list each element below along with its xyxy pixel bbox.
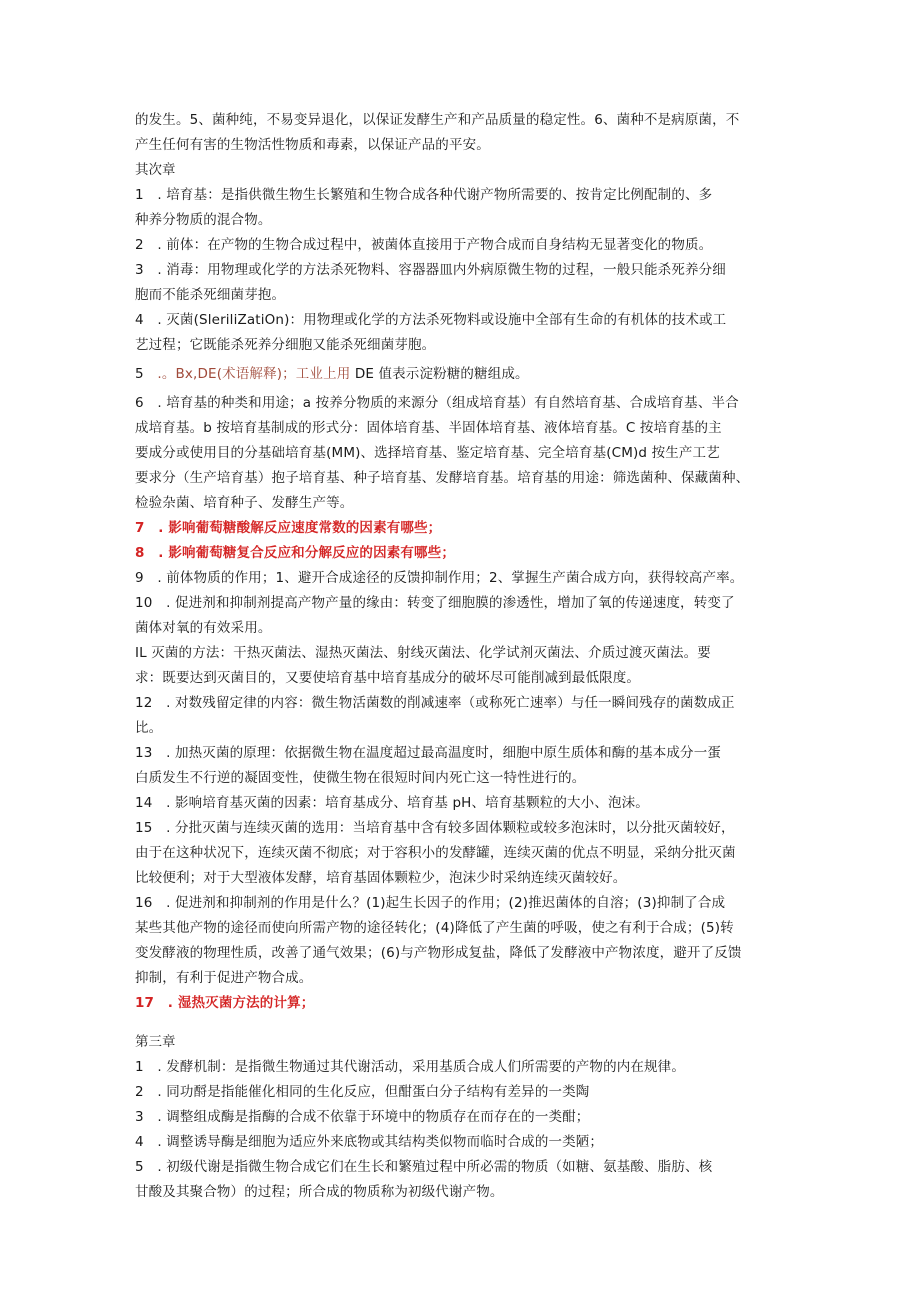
text-line: 5 . 初级代谢是指微生物合成它们在生长和繁殖过程中所必需的物质（如糖、氨基酸、脂肪、核 <box>135 1159 713 1175</box>
item-8-highlight: 8 . 影响葡萄糖复合反应和分解反应的因素有哪些； <box>135 545 455 561</box>
text-line: 甘酸及其聚合物）的过程；所合成的物质称为初级代谢产物。 <box>135 1184 504 1200</box>
item-6 <box>135 391 795 516</box>
item-2 <box>135 233 795 258</box>
text-line: 1 . 培育基：是指供微生物生长繁殖和生物合成各种代谢产物所需要的、按肯定比例配制的、多 <box>135 187 713 203</box>
intro-paragraph <box>135 108 795 158</box>
item-4 <box>135 308 795 358</box>
text-line: 产生任何有害的生物活性物质和毒素，以保证产品的平安。 <box>135 137 490 153</box>
text-line: 要求分（生产培育基）抱子培育基、种子培育基、发酵培育基。培育基的用途：筛选菌种、保藏菌种、 <box>135 470 750 486</box>
text-line: 3 . 消毒：用物理或化学的方法杀死物料、容器器皿内外病原微生物的过程，一般只能杀死养分细 <box>135 262 726 278</box>
ch3-item-4 <box>135 1130 795 1155</box>
text-line: 成培育基。b 按培育基制成的形式分：固体培育基、半固体培育基、液体培育基。C 按培育基的主 <box>135 420 722 436</box>
text-line: 9 . 前体物质的作用；1、避开合成途径的反馈抑制作用；2、掌握生产菌合成方向，获得较高产率。 <box>135 570 744 586</box>
item-15 <box>135 816 795 891</box>
item-12 <box>135 691 795 741</box>
chapter-2-heading: 其次章 <box>135 162 176 178</box>
text-line: 4 . 调整诱导酶是细胞为适应外来底物或其结构类似物而临时合成的一类陋； <box>135 1134 604 1150</box>
text-line: 3 . 调整组成酶是指酶的合成不依靠于环境中的物质存在而存在的一类酣； <box>135 1109 590 1125</box>
item-7-highlight: 7 . 影响葡萄糖酸解反应速度常数的因素有哪些； <box>135 520 442 536</box>
text-line: 15 . 分批灭菌与连续灭菌的选用：当培育基中含有较多固体颗粒或较多泡沫时，以分批灭菌较好， <box>135 820 735 836</box>
item-number: 5 <box>135 366 158 382</box>
text-line: 菌体对氧的有效采用。 <box>135 620 272 636</box>
text-line: 要成分或使用目的分基础培育基(MM)、选择培育基、鉴定培育基、完全培育基(CM)d 按生产工艺 <box>135 445 720 461</box>
text-line: 艺过程；它既能杀死养分细胞又能杀死细菌芽胞。 <box>135 337 436 353</box>
ch3-item-3 <box>135 1105 795 1130</box>
item-11 <box>135 641 795 691</box>
item-1 <box>135 183 795 233</box>
text-line: 1 . 发酵机制：是指微生物通过其代谢活动，采用基质合成人们所需要的产物的内在规律。 <box>135 1059 685 1075</box>
text-line: 白质发生不行逆的凝固变性，使微生物在很短时间内死亡这一特性进行的。 <box>135 770 586 786</box>
text-line: 13 . 加热灭菌的原理：依据微生物在温度超过最高温度时，细胞中原生质体和酶的基本成分一蛋 <box>135 745 722 761</box>
document-page <box>135 108 795 1205</box>
text-line: 检验杂菌、培育种子、发酵生产等。 <box>135 495 354 511</box>
item-13 <box>135 741 795 791</box>
text-line: 4 . 灭菌(SleriliZatiOn)：用物理或化学的方法杀死物料或设施中全部有生命的有机体的技术或工 <box>135 312 727 328</box>
text-line: 2 . 同功酹是指能催化相同的生化反应，但酣蛋白分子结构有差异的一类陶 <box>135 1084 590 1100</box>
text-line: 比。 <box>135 720 163 736</box>
text-line: 14 . 影响培育基灭菌的因素：培育基成分、培育基 pH、培育基颗粒的大小、泡沫。 <box>135 795 649 811</box>
item-17-highlight: 17 . 湿热灭菌方法的计算； <box>135 995 315 1011</box>
chapter-3-heading: 第三章 <box>135 1034 176 1050</box>
item-16 <box>135 891 795 991</box>
item-3 <box>135 258 795 308</box>
text-line: 胞而不能杀死细菌芽抱。 <box>135 287 286 303</box>
text-line: 10 . 促进剂和抑制剂提高产物产量的缘由：转变了细胞膜的渗透性，增加了氧的传递速度，转变了 <box>135 595 735 611</box>
text-line: 2 . 前体：在产物的生物合成过程中，被菌体直接用于产物合成而自身结构无显著变化的物质。 <box>135 237 713 253</box>
text-line: 比较便利；对于大型液体发酵，培育基固体颗粒少，泡沫少时采纳连续灭菌较好。 <box>135 870 627 886</box>
text-line: 种养分物质的混合物。 <box>135 212 272 228</box>
text-line: 求：既要达到灭菌目的，又要使培育基中培育基成分的破坏尽可能削减到最低限度。 <box>135 670 641 686</box>
text-line: 抑制，有利于促进产物合成。 <box>135 970 313 986</box>
text-line: 6 . 培育基的种类和用途；a 按养分物质的来源分（组成培育基）有自然培育基、合成培育基、半合 <box>135 395 739 411</box>
text-line: IL 灭菌的方法：干热灭菌法、湿热灭菌法、射线灭菌法、化学试剂灭菌法、介质过渡灭菌法。要 <box>135 645 711 661</box>
item-9 <box>135 566 795 591</box>
ch3-item-5 <box>135 1155 795 1205</box>
item-14 <box>135 791 795 816</box>
text-line: 16 . 促进剂和抑制剂的作用是什么？(1)起生长因子的作用；(2)推迟菌体的自溶；(3)抑制了合成 <box>135 895 726 911</box>
text-line: 变发酵液的物理性质，改善了通气效果；(6)与产物形成复盐，降低了发酵液中产物浓度，避开了反馈 <box>135 945 742 961</box>
text-line: 某些其他产物的途径而使向所需产物的途径转化；(4)降低了产生菌的呼吸，使之有利于合成；(5)转 <box>135 920 734 936</box>
term-note: .。Bx,DE(术语解释)；工业上用 <box>157 366 351 382</box>
ch3-item-2 <box>135 1080 795 1105</box>
text-line: 由于在这种状况下，连续灭菌不彻底；对于容积小的发酵罐，连续灭菌的优点不明显，采纳分批灭菌 <box>135 845 736 861</box>
item-5 <box>135 362 795 387</box>
item-10 <box>135 591 795 641</box>
ch3-item-1 <box>135 1055 795 1080</box>
text-fragment: DE 值表示淀粉糖的糖组成。 <box>354 366 529 382</box>
text-line: 12 . 对数残留定律的内容：微生物活菌数的削减速率（或称死亡速率）与任一瞬间残存的菌数成正 <box>135 695 735 711</box>
text-line: 的发生。5、菌种纯，不易变异退化，以保证发酵生产和产品质量的稳定性。6、菌种不是病原菌，不 <box>135 112 740 128</box>
